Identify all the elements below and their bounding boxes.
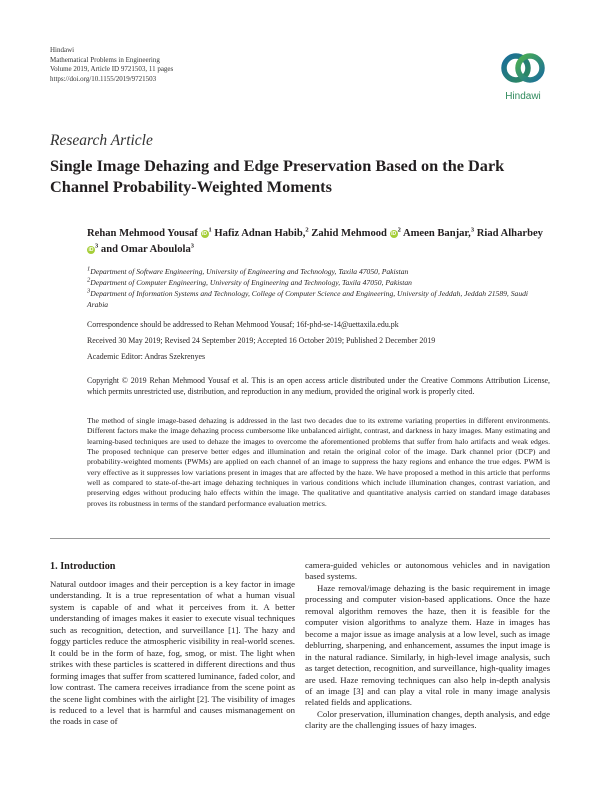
divider bbox=[50, 538, 550, 539]
column-right bbox=[305, 560, 550, 732]
copyright: Copyright © 2019 Rehan Mehmood Yousaf et al. This is an open access article distributed under the Creative Commons Attribution License, which permits unrestricted use, distribution, and reproduction in any medium, provided the original work is properly cited. bbox=[87, 376, 550, 396]
affiliation-sup: 3 bbox=[87, 287, 91, 295]
abstract: The method of single image-based dehazing is addressed in the last two decades due to its extreme variating properties in different environments. Different factors make the image dehazing process cumbersome like unbalanced airlight, contrast, and darkness in hazy images. Many estimating and learning-based techniques are used to dehaze the images to overcome the aforementioned problems that suffer from halo artifacts and weak edges. The proposed technique can preserve better edges and illumination and retain the original color of the image. Dark channel prior (DCP) and probability-weighted moments (PWMs) are applied on each channel of an image to suppress the hazy regions and enhance the true edges. PWM is very effective as it suppresses low variations present in images that are affected by the haze. We have proposed a method in this article that performs well as compared to state-of-the-art image dehazing techniques in various conditions which include illumination changes, contrast variation, and preserving edges without producing halo effects within the image. The qualitative and quantitative analysis carried on standard image databases proves its robustness in terms of the standard performance evaluation metrics. bbox=[87, 416, 550, 508]
journal-header bbox=[50, 46, 173, 84]
affiliations bbox=[87, 266, 550, 310]
hindawi-logo bbox=[497, 44, 549, 104]
orcid-icon[interactable]: iD bbox=[202, 231, 208, 237]
author-name: Riad Alharbey bbox=[476, 228, 543, 239]
orcid-icon[interactable]: iD bbox=[391, 231, 397, 237]
paper-title: Single Image Dehazing and Edge Preservation Based on the Dark Channel Probability-Weighted Moments bbox=[50, 156, 505, 196]
paragraph: Color preservation, illumination changes, depth analysis, and edge clarity are the challenging issues of hazy images. bbox=[305, 708, 550, 731]
author-sup: 1 bbox=[208, 226, 212, 234]
doi-link[interactable]: https://doi.org/10.1155/2019/9721503 bbox=[50, 74, 157, 83]
affiliation-sup: 2 bbox=[87, 276, 91, 284]
correspondence: Correspondence should be addressed to Rehan Mehmood Yousaf; 16f-phd-se-14@uettaxila.edu.pk bbox=[87, 320, 399, 329]
affiliation-item bbox=[87, 266, 550, 277]
section-heading: 1. Introduction bbox=[50, 561, 116, 572]
affiliation-text: Department of Software Engineering, University of Engineering and Technology, Taxila 47050, Pakistan bbox=[90, 267, 409, 276]
article-type: Research Article bbox=[50, 132, 153, 149]
paragraph: Natural outdoor images and their perception is a key factor in image understanding. It is a true representation of what a human visual system is capable of and what it perceives from it. A better understanding of images makes it easier to execute visual techniques such as recognition, detection, and surveillance [1]. The hazy and foggy particles reduce the atmospheric visibility in real-world scenes. It could be in the form of haze, fog, smog, or mist. The light when strikes with these particles is scattered in different directions and thus forming images that suffer from scattered luminance, faded color, and low contrast. The camera receives irradiance from the scene point as the scene light combines with the airlight [2]. The visibility of images is reduced to a level that is harmful and causes mismanagement on the roads in case of bbox=[50, 579, 295, 727]
author-list bbox=[87, 226, 550, 258]
author-name: Rehan Mehmood Yousaf bbox=[87, 228, 198, 239]
affiliation-item bbox=[87, 277, 550, 288]
hindawi-logo-icon bbox=[497, 44, 549, 90]
author-name: Hafiz Adnan Habib, bbox=[214, 228, 306, 239]
affiliation-text: Department of Computer Engineering, University of Engineering and Technology, Taxila 47050, Pakistan bbox=[90, 278, 412, 287]
affiliation-sup: 1 bbox=[87, 265, 91, 273]
column-left bbox=[50, 560, 295, 728]
author-sup: 3 bbox=[95, 242, 99, 250]
author-name: Ameen Banjar, bbox=[402, 228, 471, 239]
academic-editor: Academic Editor: Andras Szekrenyes bbox=[87, 352, 206, 361]
author-sup: 2 bbox=[305, 226, 309, 234]
volume-info: Volume 2019, Article ID 9721503, 11 pages bbox=[50, 65, 174, 74]
orcid-icon[interactable]: iD bbox=[88, 247, 94, 253]
journal-name: Mathematical Problems in Engineering bbox=[50, 55, 160, 64]
affiliation-item bbox=[87, 288, 550, 310]
author-name: and Omar Aboulola bbox=[100, 244, 191, 255]
author-sup: 2 bbox=[397, 226, 401, 234]
logo-text: Hindawi bbox=[505, 91, 541, 102]
dates: Received 30 May 2019; Revised 24 September 2019; Accepted 16 October 2019; Published 2 December 2019 bbox=[87, 336, 436, 345]
author-sup: 3 bbox=[470, 226, 475, 234]
paragraph: Haze removal/image dehazing is the basic requirement in image processing and computer vision-based applications. Once the haze removal algorithm removes the haze, then it is feasible for the computer vision algorithms to analyze them. Haze in images has become a major issue as image analysis at a low level, such as image deblurring, sharpening, and enhancement, assumes the input image is in the natural radiance. Similarly, in high-level image analysis, such as target detection, recognition, and surveillance, high-quality images are used. Haze removing techniques can also help in-depth analysis of an image [3] and can play a vital role in many image analysis related fields and applications. bbox=[305, 582, 550, 708]
author-sup: 3 bbox=[190, 242, 195, 250]
paragraph: camera-guided vehicles or autonomous vehicles and in navigation based systems. bbox=[305, 560, 550, 582]
author-name: Zahid Mehmood bbox=[311, 228, 387, 239]
publisher-name: Hindawi bbox=[50, 46, 75, 54]
affiliation-text: Department of Information Systems and Technology, College of Computer Science and Engineering, University of Jeddah, Jeddah 21589, Saudi Arabia bbox=[87, 289, 529, 309]
